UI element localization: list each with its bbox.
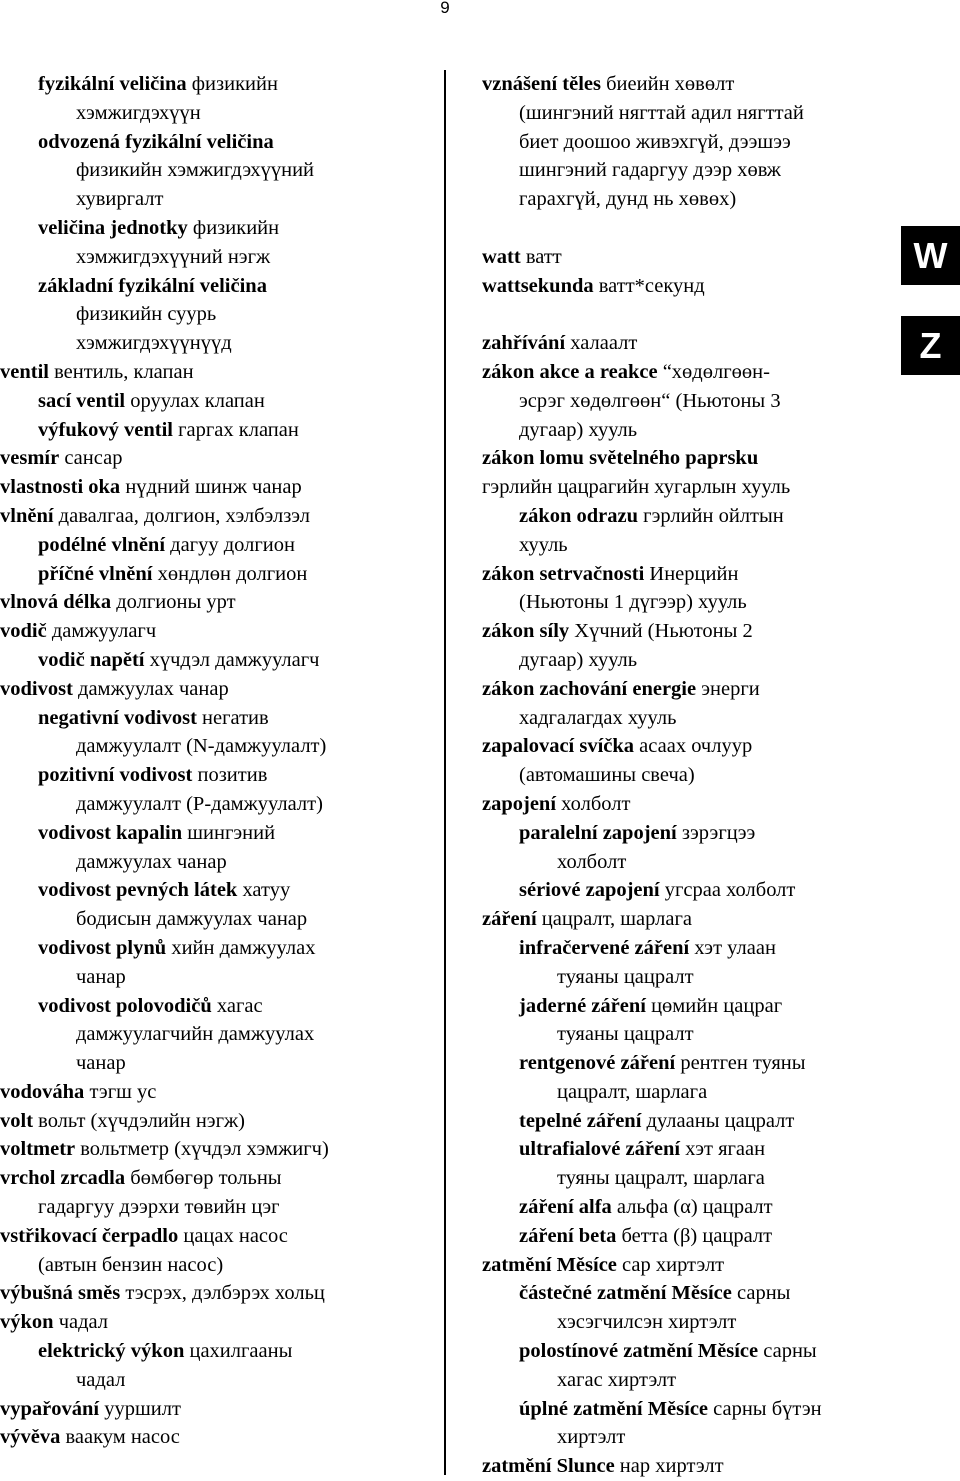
glossary-entry <box>0 1222 440 1251</box>
glossary-continuation <box>0 848 440 877</box>
entry-definition: дамжуулах чанар <box>76 850 227 873</box>
entry-definition: гэрлийн цацрагийн хугарлын хууль <box>482 476 791 499</box>
glossary-continuation <box>0 243 440 272</box>
entry-definition: физикийн хэмжигдэхүүний <box>76 159 315 182</box>
entry-term: základní fyzikální veličina <box>38 274 267 297</box>
glossary-entry <box>482 1222 894 1251</box>
entry-definition: шингэний <box>187 821 276 844</box>
entry-definition: хэмжигдэхүүний нэгж <box>76 245 271 268</box>
glossary-entry <box>0 588 440 617</box>
entry-term: ventil <box>0 360 49 383</box>
entry-term: zatmění Slunce <box>482 1455 615 1478</box>
entry-definition: тэгш ус <box>89 1080 157 1103</box>
entry-term: vrchol zrcadla <box>0 1167 126 1190</box>
entry-term: polostínové zatmění Měsíce <box>519 1340 759 1363</box>
glossary-entry <box>0 1395 440 1424</box>
entry-definition: цацах насос <box>183 1224 288 1247</box>
entry-term: zapojení <box>482 792 557 815</box>
entry-term: podélné vlnění <box>38 533 166 556</box>
entry-term: zákon lomu světelného paprsku <box>482 447 759 470</box>
entry-term: záření beta <box>519 1224 617 1247</box>
left-column <box>0 70 440 1452</box>
glossary-entry <box>482 560 894 589</box>
entry-definition: (шингэний нягттай адил нягттай <box>519 101 804 124</box>
glossary-continuation <box>0 963 440 992</box>
section-tab-z: Z <box>901 316 960 375</box>
glossary-entry <box>482 934 894 963</box>
glossary-entry <box>0 1107 440 1136</box>
entry-definition: ватт*секунд <box>598 274 705 297</box>
entry-term: vývěva <box>0 1426 61 1449</box>
entry-definition: сарны бүтэн <box>713 1397 822 1420</box>
entry-term: zahřívání <box>482 332 566 355</box>
glossary-entry <box>0 1135 440 1164</box>
entry-term: ultrafialové záření <box>519 1138 681 1161</box>
glossary-entry <box>0 128 440 157</box>
glossary-continuation <box>482 1423 894 1452</box>
entry-definition: биет доошоо живэхгүй, дээшээ <box>519 130 791 153</box>
entry-term: odvozená fyzikální veličina <box>38 130 274 153</box>
entry-definition: (автын бензин насос) <box>38 1253 224 1276</box>
entry-definition: хадгалагдах хууль <box>519 706 677 729</box>
entry-term: zapalovací svíčka <box>482 735 635 758</box>
entry-definition: дамжуулагч <box>51 620 157 643</box>
entry-term: paralelní zapojení <box>519 821 677 844</box>
entry-definition: халаалт <box>570 332 638 355</box>
glossary-entry <box>482 70 894 99</box>
entry-definition: хиртэлт <box>557 1426 626 1449</box>
entry-definition: бодисын дамжуулах чанар <box>76 908 308 931</box>
glossary-continuation <box>482 963 894 992</box>
entry-definition: сар хиртэлт <box>622 1253 725 1276</box>
entry-definition: асаах очлуур <box>639 735 753 758</box>
entry-definition: цахилгааны <box>189 1340 293 1363</box>
entry-definition: физикийн <box>191 73 278 95</box>
entry-term: vlnění <box>0 504 54 527</box>
glossary-entry <box>0 992 440 1021</box>
entry-definition: гарахгүй, дунд нь хөвөх) <box>519 188 737 211</box>
glossary-continuation <box>482 99 894 128</box>
entry-term: úplné zatmění Měsíce <box>519 1397 709 1420</box>
glossary-entry <box>0 675 440 704</box>
entry-definition: шингэний гадаргуу дээр хөвж <box>519 159 781 182</box>
entry-term: infračervené záření <box>519 936 690 959</box>
entry-definition: нүдний шинж чанар <box>125 476 302 499</box>
entry-term: jaderné záření <box>519 994 646 1017</box>
entry-definition: цацралт, шарлага <box>541 908 692 931</box>
entry-definition: оруулах клапан <box>130 389 265 412</box>
entry-definition: альфа (α) цацралт <box>616 1196 773 1219</box>
glossary-continuation <box>482 128 894 157</box>
glossary-entry <box>0 560 440 589</box>
entry-term: vodivost kapalin <box>38 821 183 844</box>
glossary-continuation <box>482 1164 894 1193</box>
entry-definition: хэт ягаан <box>685 1138 766 1161</box>
entry-term: vodivost plynů <box>38 936 167 959</box>
entry-definition: хэсэгчилсэн хиртэлт <box>557 1311 737 1334</box>
entry-definition: дамжуулагчийн дамжуулах <box>76 1023 315 1046</box>
entry-definition: дугаар) хууль <box>519 418 638 441</box>
entry-definition: эсрэг хөдөлгөөн“ (Ньютоны 3 <box>519 389 781 412</box>
glossary-entry <box>482 790 894 819</box>
glossary-continuation <box>0 1049 440 1078</box>
glossary-entry <box>0 272 440 301</box>
glossary-entry <box>482 1279 894 1308</box>
entry-definition: дамжуулалт (N-дамжуулалт) <box>76 735 327 758</box>
glossary-entry <box>0 1078 440 1107</box>
glossary-continuation <box>0 156 440 185</box>
glossary-continuation <box>0 732 440 761</box>
glossary-entry <box>482 358 894 387</box>
entry-definition: дугаар) хууль <box>519 648 638 671</box>
glossary-entry <box>482 1135 894 1164</box>
glossary-entry <box>0 387 440 416</box>
glossary-entry <box>482 819 894 848</box>
entry-definition: давалгаа, долгион, хэлбэлзэл <box>58 504 310 527</box>
glossary-entry <box>0 704 440 733</box>
glossary-entry <box>0 531 440 560</box>
entry-definition: туяаны цацралт <box>557 1023 694 1046</box>
entry-definition: дамжуулах чанар <box>78 677 229 700</box>
glossary-continuation <box>482 156 894 185</box>
entry-definition: хууль <box>519 533 568 556</box>
glossary-continuation <box>482 473 894 502</box>
entry-definition: цөмийн цацраг <box>651 994 783 1017</box>
glossary-continuation <box>482 185 894 214</box>
entry-term: wattsekunda <box>482 274 594 297</box>
glossary-continuation <box>482 416 894 445</box>
entry-term: negativní vodivost <box>38 706 197 729</box>
entry-definition: “хөдөлгөөн- <box>662 360 770 383</box>
glossary-continuation <box>482 1366 894 1395</box>
entry-term: veličina jednotky <box>38 216 188 239</box>
entry-definition: нар хиртэлт <box>619 1455 724 1478</box>
glossary-continuation <box>0 300 440 329</box>
entry-definition: ватт <box>525 245 562 268</box>
entry-term: vlastnosti oka <box>0 476 121 499</box>
entry-definition: дулааны цацралт <box>646 1109 795 1132</box>
entry-definition: чадал <box>76 1368 126 1391</box>
glossary-continuation <box>482 704 894 733</box>
glossary-continuation <box>0 185 440 214</box>
page-number: 9 <box>440 0 450 17</box>
glossary-continuation <box>0 99 440 128</box>
right-column <box>482 70 894 1481</box>
glossary-entry <box>0 70 440 99</box>
entry-term: výkon <box>0 1311 54 1334</box>
entry-definition: холболт <box>557 850 627 873</box>
entry-definition: ууршилт <box>104 1397 181 1420</box>
glossary-continuation <box>0 1251 440 1280</box>
glossary-entry <box>482 329 894 358</box>
entry-definition: дагуу долгион <box>170 533 295 556</box>
entry-term: rentgenové záření <box>519 1052 676 1075</box>
entry-term: sériové zapojení <box>519 879 660 902</box>
glossary-entry <box>0 1279 440 1308</box>
glossary-continuation <box>0 790 440 819</box>
entry-definition: физикийн <box>192 216 280 239</box>
entry-definition: тэсрэх, дэлбэрэх хольц <box>125 1282 325 1305</box>
glossary-entry <box>482 992 894 1021</box>
entry-definition: вентиль, клапан <box>54 360 194 383</box>
entry-term: vznášení těles <box>482 73 601 95</box>
entry-definition: хэмжигдэхүүнүүд <box>76 332 232 355</box>
glossary-continuation <box>482 848 894 877</box>
section-tab-w: W <box>901 226 960 285</box>
entry-term: watt <box>482 245 521 268</box>
entry-term: příčné vlnění <box>38 562 153 585</box>
entry-definition: хөндлөн долгион <box>157 562 308 585</box>
glossary-continuation <box>482 531 894 560</box>
entry-term: výfukový ventil <box>38 418 173 441</box>
glossary-entry <box>0 761 440 790</box>
entry-definition: хийн дамжуулах <box>171 936 316 959</box>
entry-term: vodivost pevných látek <box>38 879 238 902</box>
glossary-continuation <box>0 905 440 934</box>
entry-definition: угсраа холболт <box>664 879 796 902</box>
entry-definition: негатив <box>202 706 269 729</box>
entry-definition: холболт <box>561 792 631 815</box>
glossary-entry <box>0 214 440 243</box>
entry-term: vstřikovací čerpadlo <box>0 1224 179 1247</box>
entry-definition: хувиргалт <box>76 188 164 211</box>
entry-definition: вольт (хүчдэлийн нэгж) <box>38 1109 245 1132</box>
glossary-entry <box>0 416 440 445</box>
glossary-entry <box>482 675 894 704</box>
entry-term: záření <box>482 908 537 931</box>
glossary-entry <box>482 1452 894 1481</box>
glossary-entry <box>482 732 894 761</box>
glossary-entry <box>0 876 440 905</box>
entry-definition: туяаны цацралт <box>557 965 694 988</box>
entry-definition: вольтметр (хүчдэл хэмжигч) <box>80 1138 329 1161</box>
entry-term: zákon odrazu <box>519 504 639 527</box>
entry-definition: чанар <box>76 1052 126 1075</box>
entry-definition: гаргах клапан <box>178 418 299 441</box>
entry-definition: (автомашины свеча) <box>519 764 695 787</box>
entry-term: vypařování <box>0 1397 100 1420</box>
entry-definition: гадаргуу дээрхи төвийн цэг <box>38 1196 280 1219</box>
entry-definition: энерги <box>701 677 760 700</box>
entry-definition: (Ньютоны 1 дүгээр) хууль <box>519 591 747 614</box>
entry-term: částečné zatmění Měsíce <box>519 1282 732 1305</box>
entry-definition: бетта (β) цацралт <box>621 1224 773 1247</box>
entry-term: výbušná směs <box>0 1282 121 1305</box>
glossary-entry <box>482 243 894 272</box>
glossary-entry <box>0 1308 440 1337</box>
entry-definition: долгионы урт <box>116 591 236 614</box>
glossary-continuation <box>482 646 894 675</box>
glossary-entry <box>0 1164 440 1193</box>
entry-term: voltmetr <box>0 1138 76 1161</box>
entry-definition: биеийн хөвөлт <box>606 73 735 95</box>
entry-definition: хатуу <box>242 879 291 902</box>
entry-term: vodič napětí <box>38 648 145 671</box>
glossary-continuation <box>482 387 894 416</box>
glossary-entry <box>0 1337 440 1366</box>
entry-definition: сансар <box>64 447 123 470</box>
entry-term: vesmír <box>0 447 60 470</box>
entry-definition: гэрлийн ойлтын <box>643 504 784 527</box>
entry-definition: зэрэгцээ <box>681 821 756 844</box>
glossary-continuation <box>482 1078 894 1107</box>
entry-term: zákon setrvačnosti <box>482 562 645 585</box>
glossary-entry <box>0 444 440 473</box>
glossary-entry <box>0 646 440 675</box>
glossary-entry <box>0 617 440 646</box>
entry-definition: Хүчний (Ньютоны 2 <box>574 620 753 643</box>
entry-definition: хэт улаан <box>694 936 776 959</box>
entry-term: zatmění Měsíce <box>482 1253 617 1276</box>
glossary-entry <box>482 905 894 934</box>
glossary-entry <box>482 617 894 646</box>
entry-definition: сарны <box>737 1282 791 1305</box>
entry-definition: рентген туяны <box>680 1052 806 1075</box>
entry-term: vodováha <box>0 1080 85 1103</box>
entry-definition: чадал <box>58 1311 109 1334</box>
glossary-continuation <box>0 1020 440 1049</box>
glossary-entry <box>482 1107 894 1136</box>
entry-definition: дамжуулалт (P-дамжуулалт) <box>76 792 323 815</box>
glossary-continuation <box>482 761 894 790</box>
glossary-entry <box>0 502 440 531</box>
entry-definition: хэмжигдэхүүн <box>76 101 201 124</box>
entry-definition: туяны цацралт, шарлага <box>557 1167 765 1190</box>
glossary-entry <box>482 1337 894 1366</box>
glossary-continuation <box>482 588 894 617</box>
entry-definition: хүчдэл дамжуулагч <box>149 648 320 671</box>
glossary-entry <box>482 272 894 301</box>
glossary-entry <box>0 473 440 502</box>
entry-term: vodivost polovodičů <box>38 994 212 1017</box>
glossary-entry <box>482 1395 894 1424</box>
blank-line <box>482 214 894 243</box>
entry-term: pozitivní vodivost <box>38 764 193 787</box>
glossary-continuation <box>482 1308 894 1337</box>
glossary-entry <box>0 1423 440 1452</box>
entry-term: tepelné záření <box>519 1109 642 1132</box>
glossary-continuation <box>0 1366 440 1395</box>
entry-term: vlnová délka <box>0 591 112 614</box>
glossary-continuation <box>0 1193 440 1222</box>
glossary-entry <box>482 502 894 531</box>
entry-definition: Инерцийн <box>649 562 739 585</box>
entry-definition: хагас <box>216 994 263 1017</box>
entry-term: vodič <box>0 620 47 643</box>
entry-term: záření alfa <box>519 1196 612 1219</box>
glossary-entry <box>482 876 894 905</box>
entry-definition: физикийн суурь <box>76 303 217 326</box>
entry-term: volt <box>0 1109 34 1132</box>
entry-definition: чанар <box>76 965 126 988</box>
entry-definition: хагас хиртэлт <box>557 1368 677 1391</box>
glossary-entry <box>0 358 440 387</box>
glossary-entry <box>482 1251 894 1280</box>
glossary-entry <box>0 819 440 848</box>
blank-line <box>482 300 894 329</box>
glossary-continuation <box>482 1020 894 1049</box>
entry-definition: сарны <box>763 1340 817 1363</box>
entry-term: zákon síly <box>482 620 570 643</box>
entry-definition: ваакум насос <box>65 1426 180 1449</box>
entry-term: sací ventil <box>38 389 126 412</box>
column-divider <box>444 70 446 1475</box>
glossary-entry <box>0 934 440 963</box>
entry-definition: цацралт, шарлага <box>557 1080 708 1103</box>
glossary-entry <box>482 1049 894 1078</box>
entry-term: elektrický výkon <box>38 1340 185 1363</box>
entry-term: fyzikální veličina <box>38 73 187 95</box>
entry-term: zákon akce a reakce <box>482 360 658 383</box>
entry-definition: позитив <box>197 764 268 787</box>
entry-term: vodivost <box>0 677 73 700</box>
glossary-continuation <box>0 329 440 358</box>
glossary-entry <box>482 444 894 473</box>
entry-term: zákon zachování energie <box>482 677 697 700</box>
glossary-entry <box>482 1193 894 1222</box>
entry-definition: бөмбөгөр тольны <box>130 1167 282 1190</box>
